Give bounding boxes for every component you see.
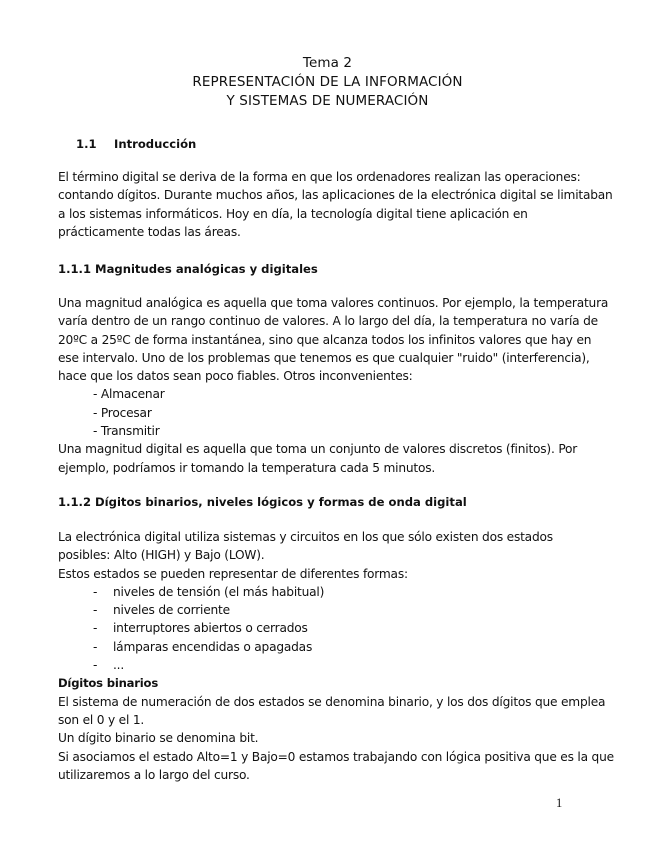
- list-dash-marker: -: [93, 658, 98, 673]
- list-item: [58, 656, 613, 674]
- list-item-text: niveles de tensión (el más habitual): [113, 584, 325, 599]
- paragraph-line: prácticamente todas las áreas.: [58, 224, 241, 239]
- paragraph-line: Si asociamos el estado Alto=1 y Bajo=0 estamos trabajando con lógica positiva que es la que: [58, 749, 614, 764]
- paragraph-line: Una magnitud digital es aquella que toma un conjunto de valores discretos (finitos). Por: [58, 442, 578, 457]
- section-1-1-1-heading: 1.1.1 Magnitudes analógicas y digitales: [58, 262, 318, 276]
- list-item: [58, 601, 613, 619]
- subheading-binary-digits: Dígitos binarios: [58, 676, 159, 691]
- document-title: [0, 54, 655, 111]
- paragraph-line: posibles: Alto (HIGH) y Bajo (LOW).: [58, 548, 265, 563]
- paragraph-line: varía dentro de un rango continuo de valores. A lo largo del día, la temperatura no varía de: [58, 314, 598, 329]
- paragraph-line: La electrónica digital utiliza sistemas y circuitos en los que sólo existen dos estados: [58, 530, 553, 544]
- list-item-text: niveles de corriente: [113, 603, 230, 618]
- list-item-text: lámparas encendidas o apagadas: [113, 639, 313, 654]
- paragraph-line: Una magnitud analógica es aquella que toma valores continuos. Por ejemplo, la temperatura: [58, 296, 609, 310]
- paragraph-line: ejemplo, podríamos ir tomando la temperatura cada 5 minutos.: [58, 460, 436, 475]
- paragraph-line: 20ºC a 25ºC de forma instantánea, sino que alcanza todos los infinitos valores que hay en: [58, 332, 592, 347]
- title-line-2: REPRESENTACIÓN DE LA INFORMACIÓN: [192, 74, 463, 90]
- section-1-1-number: 1.1: [76, 137, 97, 151]
- section-1-1-heading: [76, 135, 631, 153]
- paragraph-line: Un dígito binario se denomina bit.: [58, 731, 259, 746]
- list-item: - Procesar: [93, 405, 152, 420]
- list-item-text: interruptores abiertos o cerrados: [113, 621, 308, 636]
- list-dash-marker: -: [93, 584, 98, 599]
- list-dash-marker: -: [93, 639, 98, 654]
- section-1-1-2-heading: 1.1.2 Dígitos binarios, niveles lógicos y formas de onda digital: [58, 495, 467, 509]
- title-line-1: Tema 2: [302, 55, 353, 71]
- section-1-1-paragraph: [58, 168, 613, 241]
- paragraph-line: contando dígitos. Durante muchos años, las aplicaciones de la electrónica digital se limitaban: [58, 188, 613, 203]
- section-1-1-1-body: [58, 294, 613, 477]
- list-item: - Almacenar: [93, 387, 165, 402]
- paragraph-line: El sistema de numeración de dos estados se denomina binario, y los dos dígitos que emplea: [58, 694, 606, 709]
- title-line-3: Y SISTEMAS DE NUMERACIÓN: [226, 93, 429, 109]
- paragraph-line: ese intervalo. Uno de los problemas que tenemos es que cualquier "ruido" (interferencia),: [58, 350, 590, 365]
- list-dash-marker: -: [93, 621, 98, 636]
- list-item: [58, 619, 613, 637]
- list-item-text: ...: [113, 658, 125, 673]
- section-1-1-title: Introducción: [114, 137, 197, 151]
- paragraph-line: hace que los datos sean poco fiables. Otros inconvenientes:: [58, 369, 413, 384]
- paragraph-line: a los sistemas informáticos. Hoy en día, la tecnología digital tiene aplicación en: [58, 206, 528, 221]
- page-number: 1: [556, 796, 563, 810]
- list-item: [58, 638, 613, 656]
- list-dash-marker: -: [93, 603, 98, 618]
- paragraph-line: Estos estados se pueden representar de diferentes formas:: [58, 566, 408, 581]
- list-item: - Transmitir: [93, 424, 160, 439]
- section-1-1-2-body: [58, 528, 613, 784]
- paragraph-line: El término digital se deriva de la forma en que los ordenadores realizan las operaciones:: [58, 170, 581, 184]
- list-item: [58, 583, 613, 601]
- paragraph-line: utilizaremos a lo largo del curso.: [58, 767, 250, 782]
- paragraph-line: son el 0 y el 1.: [58, 712, 145, 727]
